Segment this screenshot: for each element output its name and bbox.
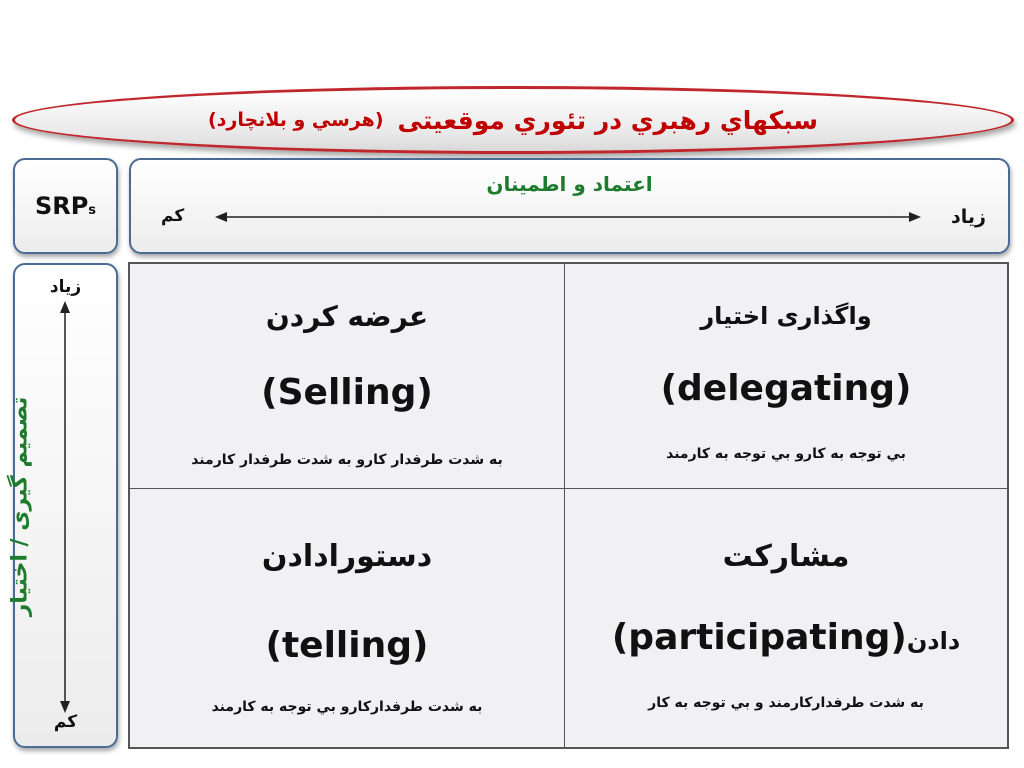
title-subtitle: (هرسي و بلانچارد): [208, 109, 384, 131]
quadrant-delegating-title: واگذاری اختیار: [700, 302, 872, 330]
srp-label: SRP: [34, 192, 89, 220]
quadrant-telling-description: به شدت طرفدارکارو بي توجه به کارمند: [211, 699, 483, 715]
quadrant-delegating-english: (delegating): [660, 368, 912, 409]
quadrant-delegating: [565, 264, 1007, 489]
trust-axis-box: [129, 158, 1010, 254]
trust-axis-label: اعتماد و اطمينان: [486, 172, 653, 196]
quadrant-participating-english: (participating): [611, 617, 907, 658]
quadrant-telling-title: دستورادادن: [261, 539, 433, 574]
srp-suffix: s: [88, 202, 97, 218]
decision-axis-low-label: کم: [53, 712, 78, 732]
decision-axis-high-label: زیاد: [49, 277, 82, 297]
trust-axis-high-label: زیاد: [951, 206, 986, 228]
srp-box: [13, 158, 118, 254]
quadrant-selling: [130, 264, 565, 489]
quadrant-participating-suffix: دادن: [906, 627, 961, 655]
decision-axis-arrow: [58, 301, 72, 713]
quadrant-delegating-description: بي توجه به كارو بي توجه به کارمند: [666, 446, 906, 462]
decision-axis-label: تصمیم گیری / اختیار: [7, 396, 33, 617]
title-main: سبکهاي رهبري در تئوري موقعيتی: [397, 105, 819, 135]
quadrant-selling-title: عرضه کردن: [265, 300, 429, 333]
quadrant-selling-english: (Selling): [261, 372, 433, 413]
quadrant-telling-english: (telling): [265, 625, 429, 666]
quadrant-participating-english-row: [565, 617, 1007, 658]
title-banner: [12, 86, 1014, 154]
trust-axis-arrow: [215, 210, 921, 224]
quadrant-telling: [130, 489, 565, 747]
quadrant-participating-description: به شدت طرفدارکارمند و بي توجه به کار: [648, 695, 924, 711]
decision-axis-box: [7, 263, 118, 748]
quadrant-participating: [565, 489, 1007, 747]
leadership-styles-grid: [128, 262, 1009, 749]
quadrant-selling-description: به شدت طرفدار کارو به شدت طرفدار کارمند: [191, 452, 503, 468]
quadrant-participating-title: مشارکت: [722, 539, 850, 574]
trust-axis-low-label: کم: [161, 206, 185, 226]
